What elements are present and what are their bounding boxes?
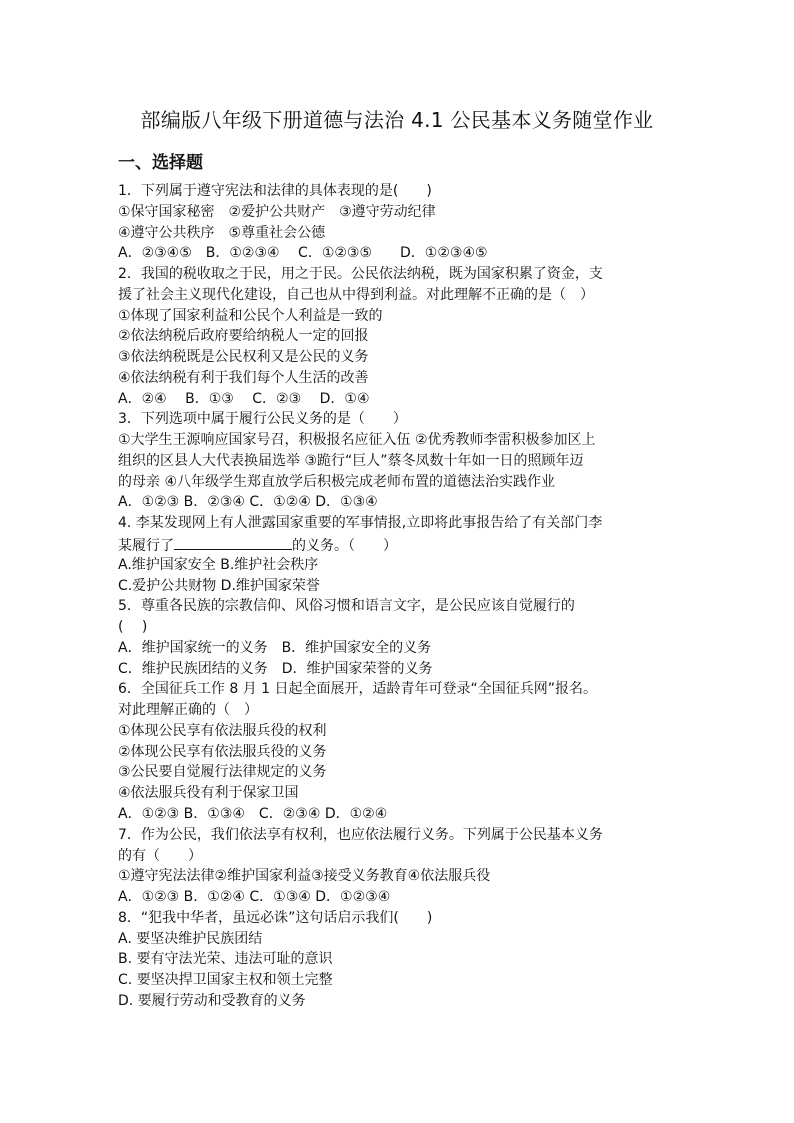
text-line: ①保守国家秘密 ②爱护公共财产 ③遵守劳动纪律: [118, 203, 436, 220]
text-line: ②依法纳税后政府要给纳税人一定的回报: [118, 328, 369, 345]
text-line: 8．“犯我中华者，虽远必诛”这句话启示我们( ): [118, 909, 433, 926]
text-line: ④遵守公共秩序 ⑤尊重社会公德: [118, 224, 326, 241]
text-line: ②体现公民享有依法服兵役的义务: [118, 743, 327, 760]
fill-in-blank: [174, 534, 292, 550]
text-line: ③公民要自觉履行法律规定的义务: [118, 764, 327, 781]
text-line: A．①②③ B．①③④ C．②③④ D．①②④: [118, 805, 388, 822]
text-line: 2．我国的税收取之于民，用之于民。公民依法纳税，既为国家积累了资金，支: [118, 266, 603, 283]
text-segment: 的义务。（ ）: [292, 538, 397, 555]
text-line: C．维护民族团结的义务 D．维护国家荣誉的义务: [118, 660, 433, 677]
text-line: ③依法纳税既是公民权利又是公民的义务: [118, 349, 369, 366]
text-line: D. 要履行劳动和受教育的义务: [118, 992, 306, 1009]
text-line: C.爱护公共财物 D.维护国家荣誉: [118, 577, 320, 594]
text-line: 的母亲 ④八年级学生郑直放学后积极完成老师布置的道德法治实践作业: [118, 473, 555, 490]
text-line: 对此理解正确的（ ）: [118, 702, 258, 719]
text-line: A．维护国家统一的义务 B．维护国家安全的义务: [118, 639, 432, 656]
text-line: 4. 李某发现网上有人泄露国家重要的军事情报,立即将此事报告给了有关部门李: [118, 515, 603, 532]
page-title: 部编版八年级下册道德与法治 4.1 公民基本义务随堂作业: [140, 108, 654, 132]
text-line: 的有（ ）: [118, 847, 202, 864]
text-segment: 某履行了: [118, 538, 174, 555]
question-body: [118, 181, 684, 1012]
text-line: A.维护国家安全 B.维护社会秩序: [118, 556, 319, 573]
text-line: A．②④ B．①③ C．②③ D．①④: [118, 390, 370, 407]
text-line: A．②③④⑤ B．①②③④ C．①②③⑤ D．①②③④⑤: [118, 245, 488, 262]
text-line: 3．下列选项中属于履行公民义务的是（ ）: [118, 411, 407, 428]
text-line: A．①②③ B．①②④ C．①③④ D．①②③④: [118, 889, 391, 906]
text-line: ④依法纳税有利于我们每个人生活的改善: [118, 369, 369, 386]
section-heading: 一、选择题: [118, 153, 203, 173]
text-line: ①体现了国家利益和公民个人利益是一致的: [118, 307, 383, 324]
text-line: 1．下列属于遵守宪法和法律的具体表现的是( ): [118, 183, 432, 199]
text-line: ①大学生王源响应国家号召，积极报名应征入伍 ②优秀教师李雷积极参加区上: [118, 432, 596, 449]
text-line: 组织的区县人大代表换届选举 ③跪行“巨人”蔡冬凤数十年如一日的照顾年迈: [118, 452, 584, 469]
text-line: 6．全国征兵工作 8 月 1 日起全面展开，适龄青年可登录“全国征兵网”报名。: [118, 681, 598, 698]
text-line: C. 要坚决捍卫国家主权和领土完整: [118, 972, 333, 989]
text-line: ①遵守宪法法律②维护国家利益③接受义务教育④依法服兵役: [118, 868, 491, 885]
text-line: ( ): [118, 619, 148, 636]
text-line: 7．作为公民，我们依法享有权利，也应依法履行义务。下列属于公民基本义务: [118, 826, 603, 843]
text-line: ④依法服兵役有利于保家卫国: [118, 785, 299, 802]
text-line: A. 要坚决维护民族团结: [118, 930, 263, 947]
text-line: 援了社会主义现代化建设，自己也从中得到利益。对此理解不正确的是（ ）: [118, 286, 594, 303]
text-line: B. 要有守法光荣、违法可耻的意识: [118, 951, 333, 968]
text-line: ①体现公民享有依法服兵役的权利: [118, 722, 327, 739]
text-line: [118, 534, 684, 555]
text-line: A．①②③ B．②③④ C．①②④ D．①③④: [118, 494, 378, 511]
text-line: 5．尊重各民族的宗教信仰、风俗习惯和语言文字，是公民应该自觉履行的: [118, 598, 575, 615]
